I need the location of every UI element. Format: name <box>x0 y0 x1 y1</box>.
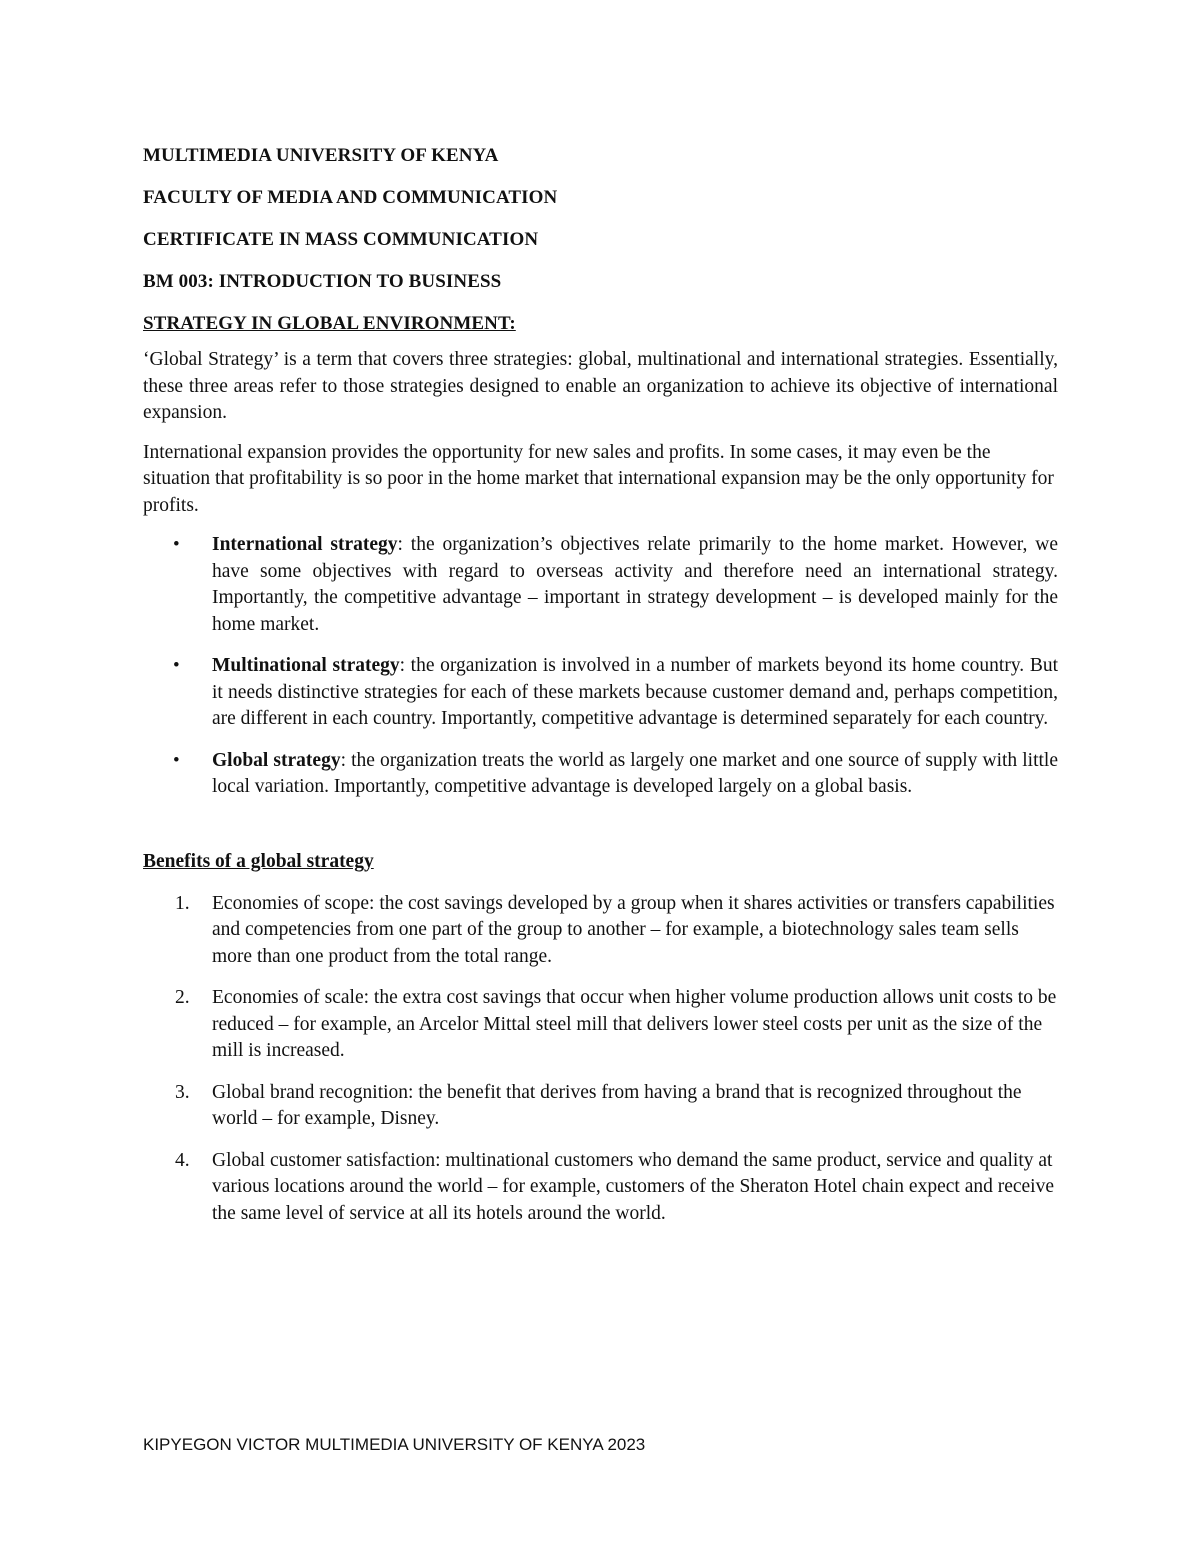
strategy-description: : the organization treats the world as largely one market and one source of supply with little local variation. Importantly, competitive advantage is developed largely on a global basis. <box>212 749 1058 797</box>
strategy-list <box>143 532 1058 801</box>
benefits-heading: Benefits of a global strategy <box>143 850 374 872</box>
item-number: 1. <box>175 892 190 914</box>
section-heading: STRATEGY IN GLOBAL ENVIRONMENT: <box>143 313 516 334</box>
item-number: 4. <box>175 1149 190 1171</box>
bullet-icon: • <box>173 749 180 771</box>
list-item <box>143 891 1058 971</box>
list-item <box>143 748 1058 801</box>
faculty-name: FACULTY OF MEDIA AND COMMUNICATION <box>143 187 558 208</box>
intro-paragraph-2: International expansion provides the opportunity for new sales and profits. In some cases, it may even be the situation that profitability is so poor in the home market that international expansion may be the only opportunity for profits. <box>143 441 1054 516</box>
item-number: 3. <box>175 1081 190 1103</box>
university-name: MULTIMEDIA UNIVERSITY OF KENYA <box>143 145 499 166</box>
program-name: CERTIFICATE IN MASS COMMUNICATION <box>143 229 539 250</box>
bullet-icon: • <box>173 534 180 555</box>
benefit-text: Economies of scale: the extra cost savings that occur when higher volume production allows unit costs to be reduced – for example, an Arcelor Mittal steel mill that delivers lower steel costs per unit as the size of the mill is increased. <box>212 987 1057 1061</box>
list-item <box>143 1080 1058 1133</box>
intro-paragraph-1: ‘Global Strategy’ is a term that covers three strategies: global, multinational and international strategies. Essentially, these three areas refer to those strategies designed to enable an organization to achieve its objective of international expansion. <box>143 349 1058 423</box>
document-body <box>143 143 1058 1242</box>
list-item <box>143 653 1058 733</box>
list-item <box>143 1148 1058 1228</box>
page-footer: KIPYEGON VICTOR MULTIMEDIA UNIVERSITY OF KENYA 2023 <box>143 1435 646 1454</box>
list-item <box>143 985 1058 1065</box>
benefits-list <box>143 891 1058 1228</box>
strategy-term: Multinational strategy <box>212 655 400 676</box>
list-item <box>143 532 1058 638</box>
benefit-text: Global customer satisfaction: multinational customers who demand the same product, service and quality at various locations around the world – for example, customers of the Sheraton Hotel chain expect and receive the same level of service at all its hotels around the world. <box>212 1149 1055 1224</box>
strategy-term: International strategy <box>212 534 398 555</box>
strategy-description: : the organization’s objectives relate primarily to the home market. However, we have some objectives with regard to overseas activity and therefore need an international strategy. Importantly, the competitive advantage – important in strategy development – is developed mainly for the home market. <box>212 534 1058 635</box>
strategy-description: : the organization is involved in a number of markets beyond its home country. But it needs distinctive strategies for each of these markets because customer demand and, perhaps competition, are different in each country. Importantly, competitive advantage is determined separately for each country. <box>212 655 1058 729</box>
bullet-icon: • <box>173 655 180 676</box>
benefit-text: Economies of scope: the cost savings developed by a group when it shares activities or transfers capabilities and competencies from one part of the group to another – for example, a biotechnology sales team sells more than one product from the total range. <box>212 892 1055 967</box>
course-code-title: BM 003: INTRODUCTION TO BUSINESS <box>143 271 502 292</box>
item-number: 2. <box>175 987 190 1008</box>
strategy-term: Global strategy <box>212 749 341 771</box>
benefit-text: Global brand recognition: the benefit that derives from having a brand that is recognized throughout the world – for example, Disney. <box>212 1081 1022 1129</box>
